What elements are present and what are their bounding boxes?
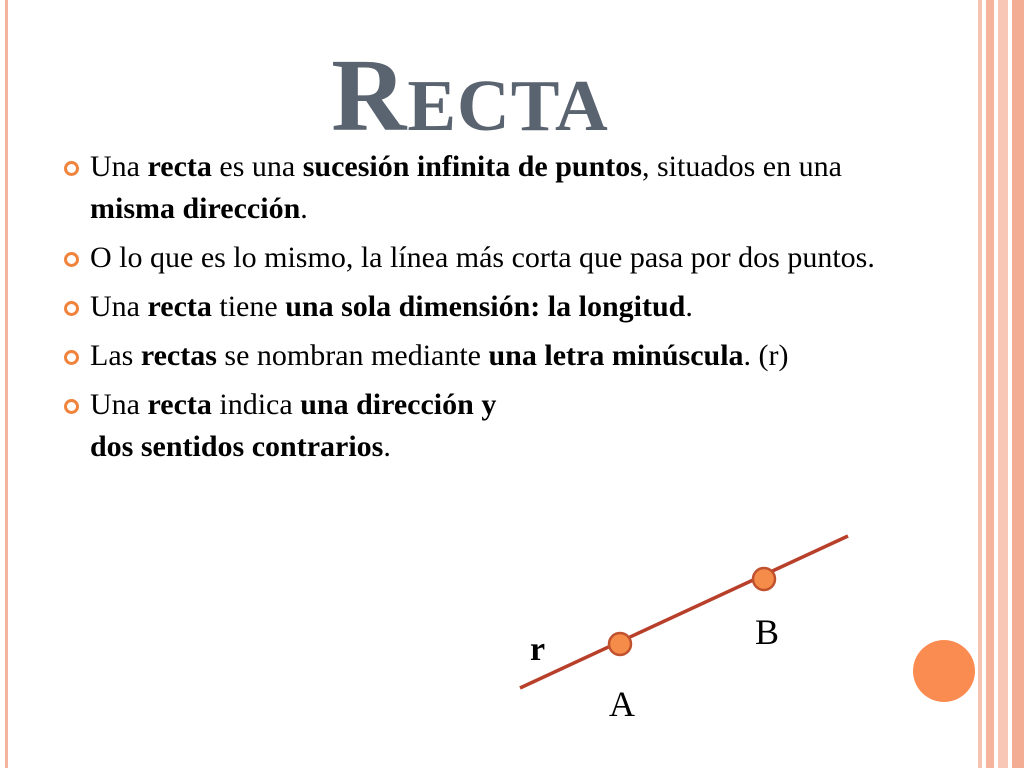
- bullet-text: indica: [211, 388, 301, 421]
- bullet-text: es una: [211, 150, 303, 183]
- right-stripe-4: [1012, 0, 1024, 768]
- bullet-text: .: [300, 192, 308, 225]
- bullet-text-bold: misma dirección: [90, 192, 301, 225]
- point-b: [753, 568, 775, 590]
- point-label-a: A: [609, 684, 635, 724]
- bullet-item: [60, 335, 880, 377]
- bullet-circle-icon: [64, 301, 79, 316]
- bullet-circle-icon: [64, 161, 79, 176]
- line-label-r: r: [530, 631, 546, 668]
- bullet-text: , situados en una: [641, 150, 842, 183]
- bullet-text-bold: recta: [147, 290, 212, 323]
- bullet-circle-icon: [64, 350, 79, 365]
- bullet-list: [60, 146, 880, 475]
- bullet-text-bold: una letra minúscula: [488, 339, 744, 372]
- bullet-item: [60, 286, 880, 328]
- slide-title: Recta: [331, 38, 609, 153]
- bullet-text-bold: una dirección y: [300, 388, 497, 421]
- bullet-text: Una: [90, 150, 148, 183]
- bullet-text-bold: rectas: [140, 339, 217, 372]
- point-a: [609, 633, 631, 655]
- bullet-circle-icon: [64, 252, 79, 267]
- bullet-text-bold: sucesión infinita de puntos: [302, 150, 642, 183]
- point-label-b: B: [755, 612, 780, 652]
- bullet-text: .: [685, 290, 693, 323]
- decorative-circle: [913, 640, 975, 702]
- bullet-item: [60, 237, 880, 279]
- bullet-text: . (r): [743, 339, 789, 372]
- bullet-text-bold: recta: [147, 388, 212, 421]
- bullet-text: Las: [90, 339, 141, 372]
- bullet-text-bold: recta: [147, 150, 212, 183]
- bullet-text: Una: [90, 290, 148, 323]
- bullet-text: .: [383, 430, 391, 463]
- bullet-text-bold: dos sentidos contrarios: [90, 430, 384, 463]
- right-stripe-3: [998, 0, 1008, 768]
- right-stripe-2: [986, 0, 994, 768]
- bullet-item: [60, 146, 880, 230]
- bullet-text: Una: [90, 388, 148, 421]
- bullet-text: O lo que es lo mismo, la línea más corta que pasa por dos puntos.: [90, 241, 875, 274]
- bullet-text-bold: una sola dimensión: la longitud: [285, 290, 686, 323]
- line-r: [520, 536, 848, 688]
- bullet-text: se nombran mediante: [216, 339, 489, 372]
- bullet-text: tiene: [211, 290, 286, 323]
- line-diagram: [500, 520, 860, 730]
- bullet-circle-icon: [64, 399, 79, 414]
- right-stripe-1: [978, 0, 982, 768]
- bullet-item: [60, 384, 880, 468]
